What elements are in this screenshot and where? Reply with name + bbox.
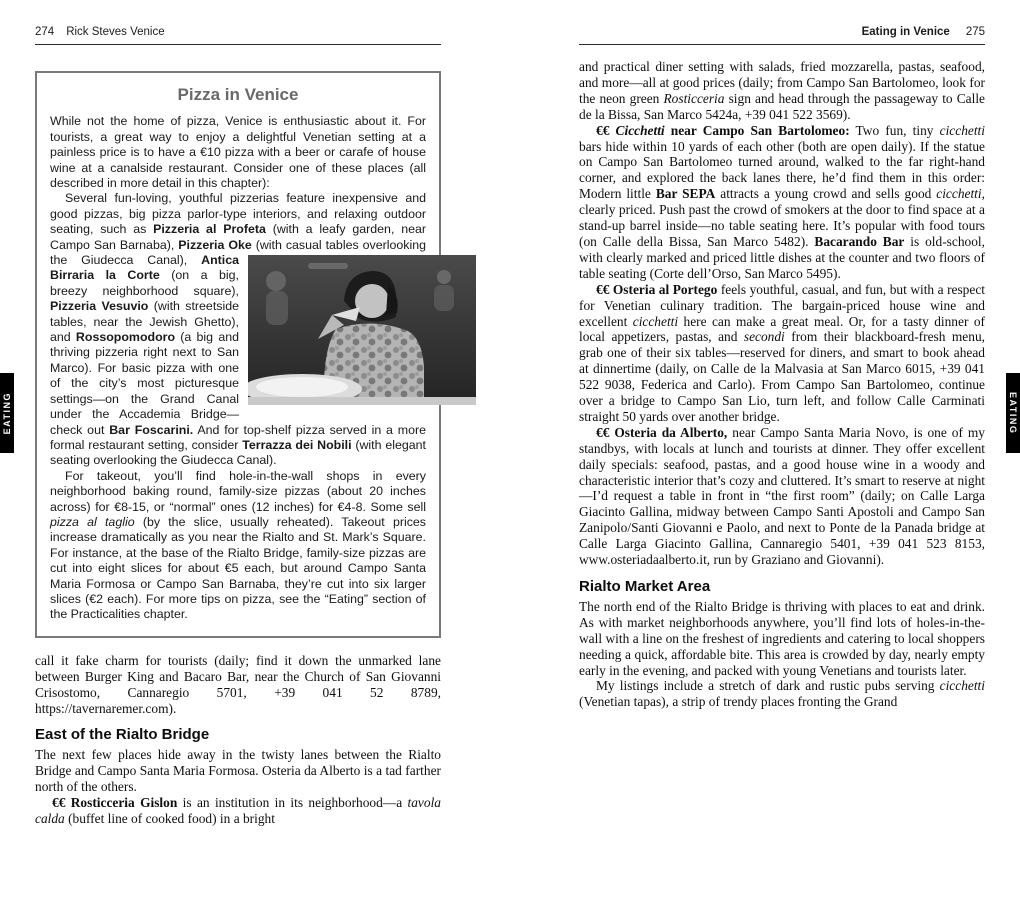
pizza-photo-image: [248, 255, 476, 405]
sidebar-body: [50, 114, 426, 622]
paragraph: [579, 599, 985, 679]
sidebar-title: Pizza in Venice: [177, 85, 299, 104]
right-page-header: [579, 26, 985, 45]
text-segment: near Campo Santa Maria Novo, is one of my standbys, with locals at lunch and tourists at dinner. They offer excellent daily specials: seafood, pastas, and a good house wine in a woody and characteristic interior that’s cozy and cluttered. It’s smart to reserve at night—I’d request a table in front in “the first room” (daily; on Calle Larga Giacinto Gallina, midway between Campo Santi Apostoli and Campo San Zanipolo/Santi Giovanni e Paolo, and next to Ponte de la Panada bridge at Calle Larga Giacinto Gallina, Cannaregio 5401, +39 041 523 8153, www.osteriadaalberto.it, run by Graziano and Giovanni).: [579, 424, 986, 568]
text-segment: and practical diner setting with salads, fried mozzarella, pastas, seafood, and more—all at good prices (daily; from Campo San Bartolomeo, look for the neon green: [579, 59, 985, 106]
text-segment: Cicchetti: [615, 122, 665, 138]
text-segment: secondi: [743, 329, 785, 345]
page-number-left: 274: [35, 26, 55, 38]
text-segment: The next few places hide away in the twisty lanes between the Rialto Bridge and Campo Santa Maria Formosa. Osteria da Alberto is a tad farther north of the others.: [35, 747, 441, 795]
text-segment: Rosticceria: [663, 90, 725, 106]
text-segment: And for top-shelf pizza served in a more formal restaurant setting, consider: [50, 422, 426, 452]
text-segment: is an institution in its neighborhood—a: [177, 795, 408, 811]
text-segment: €€ Osteria da Alberto,: [596, 424, 728, 440]
text-segment: call it fake charm for tourists (daily; find it down the unmarked lane between Burger King and Bacaro Bar, near the Church of San Giovanni Crisostomo, Cannaregio 5701, +39 041 52 8789, https://tavernaremer.com).: [35, 652, 441, 716]
text-segment: While not the home of pizza, Venice is enthusiastic about it. For tourists, a great way to enjoy a delightful Venetian setting at a painless price is to have a €10 pizza with a beer or carafe of house wine at a canalside restaurant. Consider one of these places (all described in more detail in this chapter):: [50, 114, 426, 191]
text-segment: Bacarando Bar: [814, 233, 905, 249]
paragraph: [579, 123, 985, 282]
eating-tab-right: [1006, 373, 1020, 453]
text-segment: from their blackboard-fresh menu, grab one of their six tables—reserved for diners, and smart to book ahead at dinnertime (daily, on Calle de la Malvasia at San Marco 6015, +39 041 522 9038, Federica and Carlo). From Campo San Bartolomeo, continue over a bridge to Campo San Lio, turn left, and follow Calle Carminati straight 50 yards over another bridge.: [579, 329, 985, 424]
text-segment: Rossopomodoro: [75, 330, 176, 345]
section-heading: Rialto Market Area: [579, 578, 711, 595]
text-segment: The north end of the Rialto Bridge is thriving with places to eat and drink. As with market neighborhoods anywhere, you’ll find lots of holes-in-the-wall with a line on the freshest of ingredients and catering to local shoppers needing a quick, affordable bite. This area is crowded by day, nearly empty early in the evening, and packed with young Venetians and tourists later.: [579, 598, 985, 678]
text-segment: Two fun, tiny: [849, 122, 940, 138]
left-page-header: [35, 26, 441, 45]
paragraph: [35, 795, 441, 827]
text-segment: My listings include a stretch of dark and rustic pubs serving: [596, 678, 940, 694]
paragraph: [50, 191, 426, 468]
text-segment: pizza al taglio: [50, 514, 135, 529]
eating-tab-label: EATING: [1008, 391, 1018, 435]
text-segment: (buffet line of cooked food) in a bright: [64, 810, 275, 826]
text-segment: Antica Birraria la Corte: [50, 253, 239, 283]
chapter-title: Eating in Venice: [861, 26, 950, 38]
text-segment: tavola calda: [35, 795, 441, 826]
text-segment: here can make a great meal. Or, for a tasty dinner of local appetizers, pastas, and: [579, 313, 985, 345]
pizza-photo: [248, 255, 476, 405]
text-segment: (with elegant seating overlooking the Giudecca Canal).: [50, 437, 426, 468]
right-page-body: [579, 59, 985, 710]
text-segment: tables overlooking the Giudecca Canal),: [50, 237, 426, 268]
paragraph: [579, 59, 985, 123]
text-segment: is old-school, with clearly marked and priced little dishes at the counter and two floors of table seating (Corte dell’Orso, San Marco 5495).: [579, 233, 985, 281]
paragraph: [35, 747, 441, 795]
text-segment: €€ Osteria al Portego: [596, 281, 718, 297]
text-segment: Bar SEPA: [655, 186, 716, 202]
text-segment: €€: [596, 122, 616, 138]
eating-tab-left: [0, 373, 14, 453]
text-segment: Pizzeria Vesuvio: [50, 299, 149, 314]
text-segment: cicchetti: [939, 122, 985, 138]
text-segment: feels youthful, casual, and fun, but with a respect for Venetian culinary tradition. The bargain-priced house wine and excellent: [579, 281, 985, 329]
text-segment: €€ Rosticceria Gislon: [52, 795, 178, 811]
text-segment: near Campo San Bartolomeo:: [664, 122, 850, 138]
eating-tab-label: EATING: [2, 391, 12, 435]
text-segment: sign and head through the passageway to Calle de la Bissa, San Marco 5424a, +39 041 522 3569).: [579, 90, 985, 122]
text-segment: attracts a young crowd and sells good: [715, 186, 937, 202]
text-segment: (on a big, breezy neighborhood square),: [50, 268, 239, 298]
paragraph: [579, 678, 985, 710]
text-segment: Terrazza dei Nobili: [242, 437, 352, 452]
text-segment: , clearly priced. Push past the crowd of smokers at the door to find space at a stand-up barrel inside—no table seating here. It’s popular with food tours (on Calle della Bissa, San Marco 5482).: [579, 186, 985, 249]
section-heading: East of the Rialto Bridge: [35, 726, 210, 744]
left-page-body: [35, 653, 441, 827]
text-segment: (with casual: [251, 237, 326, 252]
text-segment: Several fun-loving, youthful pizzerias feature inexpensive and good pizzas, big pizza parlor-type interiors, and relaxing outdoor seating, such as: [50, 191, 426, 237]
paragraph: [50, 469, 426, 623]
pizza-in-venice-sidebar: [35, 71, 441, 638]
text-segment: (Venetian tapas), a strip of trendy places fronting the Grand: [579, 694, 898, 710]
left-page: [35, 26, 441, 827]
text-segment: cicchetti: [632, 313, 679, 329]
paragraph: [50, 114, 426, 191]
paragraph: [35, 653, 441, 717]
text-segment: (with streetside tables, near the Jewish Ghetto), and: [50, 299, 239, 345]
right-page: [579, 26, 985, 710]
text-segment: (by the slice, usually reheated). Takeout prices increase dramatically as you near the Rialto and St. Mark’s Square. For instance, at the base of the Rialto Bridge, family-size pizzas are cut into eight slices for about €5 each, but around Campo Santa Maria Formosa or Campo San Barnaba, they’re cut into six larger slices (€2 each). For more tips on pizza, see the “Eating” section of the Practicalities chapter.: [50, 514, 426, 622]
page-number-right: 275: [965, 26, 985, 38]
text-segment: Bar Foscarini.: [109, 422, 194, 437]
text-segment: (a big and thriving pizzeria right next to San Marco). For basic pizza with one of the city’s most picturesque settings—on the Grand Canal under the Accademia Bridge—check out: [50, 330, 239, 437]
paragraph: [579, 282, 985, 425]
text-segment: Pizzeria al Profeta: [153, 222, 266, 237]
text-segment: cicchetti: [939, 678, 985, 694]
book-title: Rick Steves Venice: [66, 26, 165, 38]
text-segment: For takeout, you’ll find hole-in-the-wall shops in every neighborhood baking round, family-size pizzas (about 20 inches across) for €8-15, or “normal” ones (12 inches) for €4-8. Some sell: [50, 468, 426, 514]
text-segment: (with a leafy garden, near Campo San Barnaba),: [50, 222, 426, 252]
text-segment: cicchetti: [936, 186, 982, 202]
paragraph: [579, 425, 985, 568]
text-segment: Pizzeria Oke: [178, 237, 252, 252]
text-segment: bars hide within 10 yards of each other (both are open daily). If the statue on Campo San Bartolomeo turned around, walked to the far right-hand corner, and explored the back lanes there, he’d find them in this order: Modern little: [579, 138, 985, 202]
